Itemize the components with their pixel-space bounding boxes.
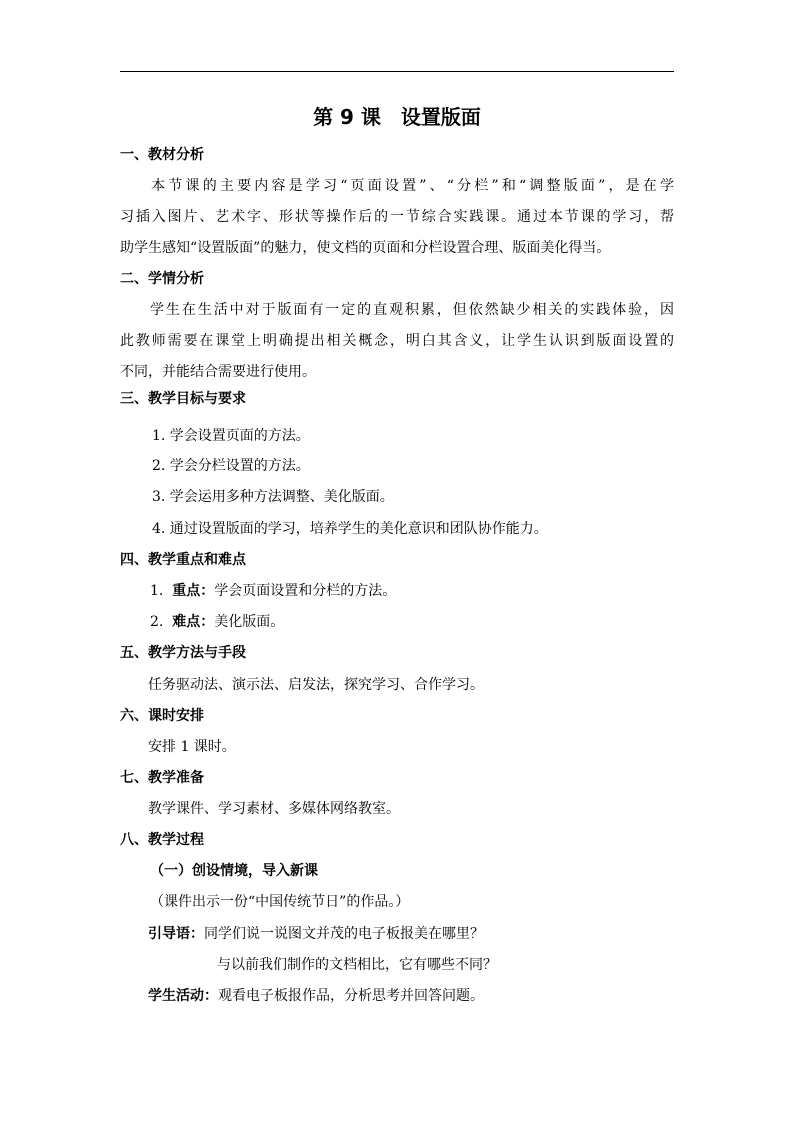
methods-text: 任务驱动法、演示法、启发法，探究学习、合作学习。 — [148, 677, 484, 693]
guide-line-2: 与以前我们制作的文档相比，它有哪些不同？ — [217, 957, 497, 973]
section-2-paragraph — [120, 295, 674, 388]
lesson-title: 第 9 课 设置版面 — [313, 105, 481, 129]
header-rule — [120, 71, 674, 72]
schedule-text: 安排 1 课时。 — [148, 739, 236, 755]
section-heading-6: 六、课时安排 — [120, 708, 204, 724]
courseware-note: （课件出示一份“中国传统节日”的作品。） — [150, 894, 410, 910]
section-heading-2: 二、学情分析 — [120, 271, 204, 287]
section-heading-3: 三、教学目标与要求 — [120, 391, 246, 407]
section-heading-4: 四、教学重点和难点 — [120, 552, 246, 568]
paragraph-line: 学生在生活中对于版面有一定的直观积累，但依然缺少相关的实践体验，因 — [148, 302, 674, 318]
difficulty-item: 2. 难点：美化版面。 — [150, 614, 285, 630]
section-heading-1: 一、教材分析 — [120, 147, 204, 163]
preparation-text: 教学课件、学习素材、多媒体网络教室。 — [148, 801, 400, 817]
section-1-paragraph — [120, 171, 674, 264]
key-point-item: 1. 重点：学会页面设置和分栏的方法。 — [150, 583, 397, 599]
paragraph-line: 助学生感知“设置版面”的魅力，使文档的页面和分栏设置合理、版面美化得当。 — [120, 240, 611, 256]
paragraph-line: 不同，并能结合需要进行使用。 — [120, 364, 316, 380]
student-activity: 学生活动：观看电子板报作品，分析思考并回答问题。 — [148, 988, 484, 1004]
section-heading-8: 八、教学过程 — [120, 832, 204, 848]
objective-item: 3. 学会运用多种方法调整、美化版面。 — [152, 489, 394, 505]
section-heading-7: 七、教学准备 — [120, 770, 204, 786]
paragraph-line: 本节课的主要内容是学习“页面设置”、“分栏”和“调整版面”，是在学 — [148, 178, 674, 194]
guide-line: 引导语：同学们说一说图文并茂的电子板报美在哪里？ — [148, 926, 484, 942]
section-heading-5: 五、教学方法与手段 — [120, 645, 246, 661]
paragraph-line: 此教师需要在课堂上明确提出相关概念，明白其含义，让学生认识到版面设置的 — [120, 333, 674, 349]
objective-item: 1. 学会设置页面的方法。 — [152, 428, 310, 444]
subsection-heading: （一）创设情境，导入新课 — [150, 863, 318, 879]
paragraph-line: 习插入图片、艺术字、形状等操作后的一节综合实践课。通过本节课的学习，帮 — [120, 209, 674, 225]
objective-item: 2. 学会分栏设置的方法。 — [152, 458, 310, 474]
objective-item: 4. 通过设置版面的学习，培养学生的美化意识和团队协作能力。 — [152, 521, 548, 537]
